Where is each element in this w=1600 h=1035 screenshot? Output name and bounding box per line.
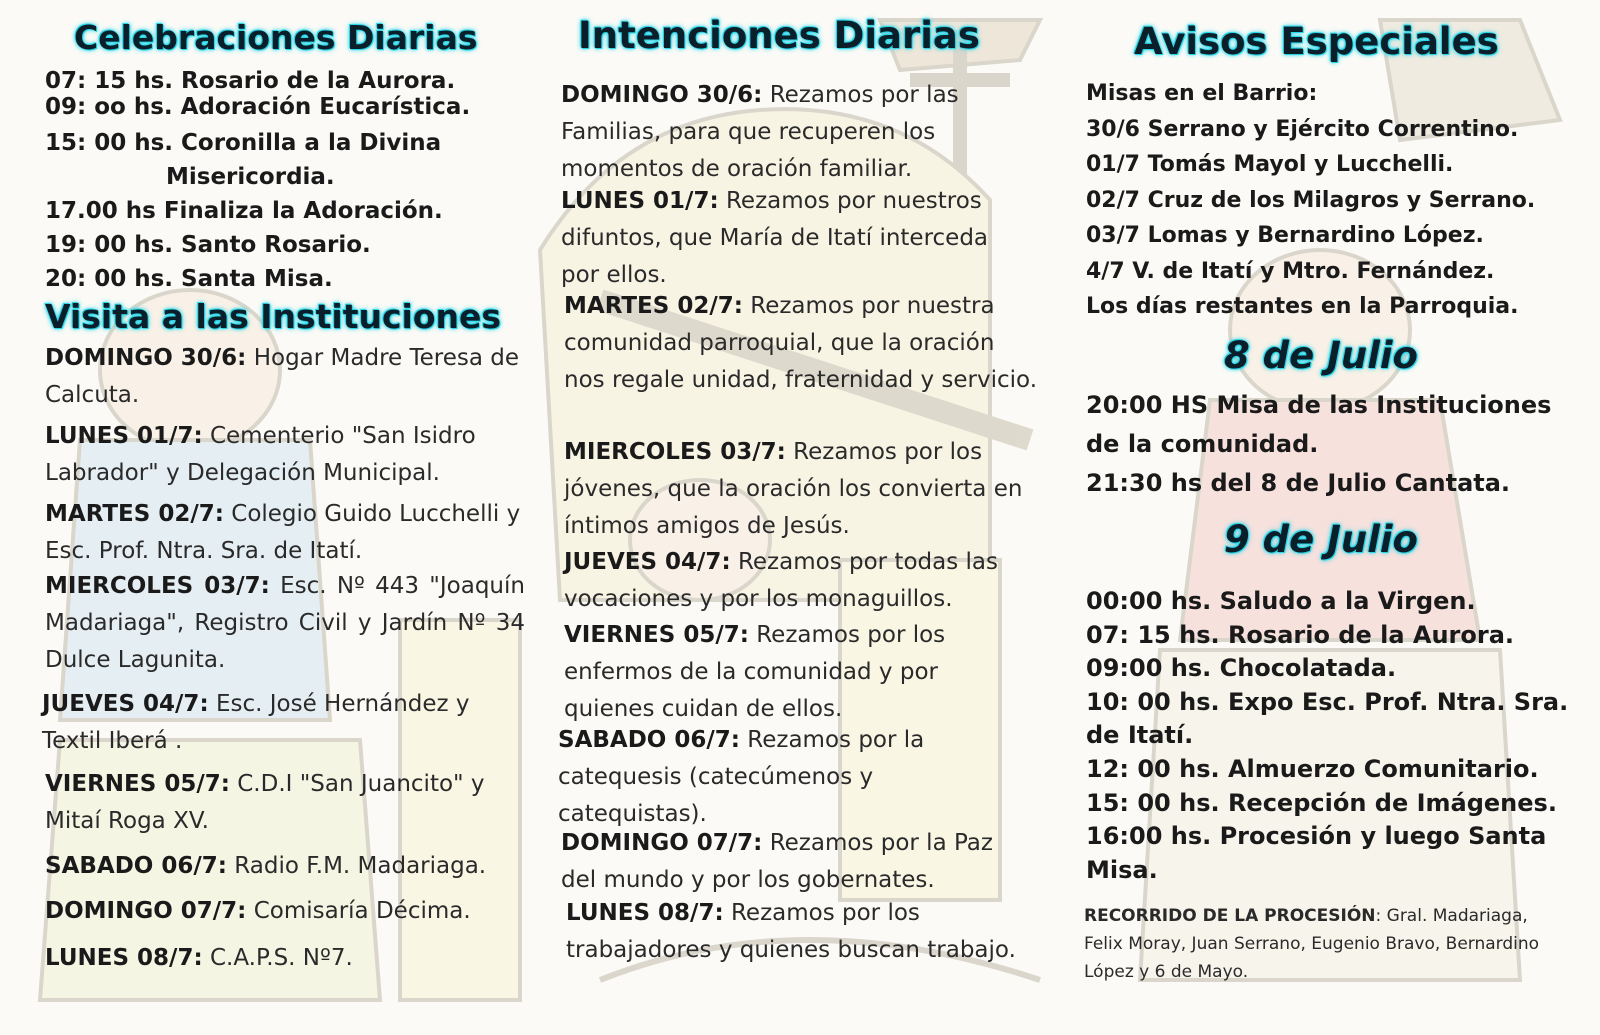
julio8-item: 20:00 HS Misa de las Instituciones (1086, 391, 1552, 419)
visita-day: LUNES 08/7: (45, 945, 203, 971)
julio9-item: 00:00 hs. Saludo a la Virgen. (1086, 587, 1476, 615)
intencion-text: Rezamos por la catequesis (catecúmenos y catequistas). (558, 727, 925, 827)
intencion-entry (564, 288, 1039, 399)
celebracion-item: 19: 00 hs. Santo Rosario. (45, 232, 371, 258)
visita-text: Comisaría Décima. (246, 898, 471, 924)
visita-text: Radio F.M. Madariaga. (226, 853, 487, 879)
intencion-text: Rezamos por nuestra comunidad parroquial, que la oración nos regale unidad, fraternidad y servicio. (564, 293, 1038, 393)
intencion-text: Rezamos por las Familias, para que recuperen los momentos de oración familiar. (561, 82, 959, 182)
visita-day: MIERCOLES 03/7: (45, 573, 270, 599)
visita-day: MARTES 02/7: (45, 501, 224, 527)
visita-day: LUNES 01/7: (45, 423, 203, 449)
celebracion-item: 15: 00 hs. Coronilla a la Divina (45, 130, 442, 156)
intencion-text: Rezamos por nuestros difuntos, que María de Itatí interceda por ellos. (561, 188, 989, 288)
intencion-day: DOMINGO 30/6: (561, 82, 763, 108)
misa-item: 02/7 Cruz de los Milagros y Serrano. (1086, 187, 1536, 213)
date-8-julio: 8 de Julio (1224, 334, 1418, 377)
julio9-list (1086, 585, 1568, 887)
misa-item: 4/7 V. de Itatí y Mtro. Fernández. (1086, 258, 1495, 284)
visita-entry (45, 418, 515, 492)
visita-entry (45, 940, 535, 977)
misa-item: 03/7 Lomas y Bernardino López. (1086, 223, 1484, 248)
visita-text: Esc. Nº 443 "Joaquín Madariaga", Registro Civil y Jardín Nº 34 Dulce Lagunita. (45, 573, 525, 673)
julio9-item: 09:00 hs. Chocolatada. (1086, 654, 1397, 683)
intencion-text: Rezamos por todas las vocaciones y por los monaguillos. (564, 549, 998, 612)
celebracion-item: Misericordia. (166, 164, 335, 190)
julio8-item: 21:30 hs del 8 de Julio Cantata. (1086, 469, 1511, 497)
celebraciones-list (45, 68, 470, 296)
julio9-item: de Itatí. (1086, 721, 1194, 750)
visita-text: Hogar Madre Teresa de Calcuta. (45, 345, 520, 408)
celebracion-item: 09: oo hs. Adoración Eucarística. (45, 94, 471, 120)
celebracion-item: 20: 00 hs. Santa Misa. (45, 266, 333, 292)
intencion-entry (561, 183, 1031, 294)
date-9-julio: 9 de Julio (1224, 518, 1418, 561)
misa-item: 01/7 Tomás Mayol y Lucchelli. (1086, 152, 1454, 177)
intencion-day: LUNES 01/7: (561, 188, 719, 214)
visita-day: DOMINGO 30/6: (45, 345, 247, 371)
visita-entry (42, 686, 502, 760)
intencion-day: VIERNES 05/7: (564, 622, 749, 648)
visita-text: C.A.P.S. Nº7. (202, 945, 353, 971)
intencion-text: Rezamos por los trabajadores y quienes buscan trabajo. (566, 900, 1016, 963)
julio9-item: 16:00 hs. Procesión y luego Santa (1086, 822, 1547, 851)
intencion-text: Rezamos por la Paz del mundo y por los gobernates. (561, 830, 993, 893)
intencion-text: Rezamos por los enfermos de la comunidad y por quienes cuidan de ellos. (564, 622, 946, 722)
recorrido-text: : Gral. Madariaga, Felix Moray, Juan Serrano, Eugenio Bravo, Bernardino López y 6 de Mayo. (1084, 906, 1540, 982)
celebraciones-title: Celebraciones Diarias (74, 18, 478, 57)
intencion-entry (566, 895, 1066, 969)
celebracion-item: 07: 15 hs. Rosario de la Aurora. (45, 68, 456, 94)
intencion-entry (561, 825, 1011, 899)
intenciones-title: Intenciones Diarias (578, 14, 980, 57)
julio9-item: 07: 15 hs. Rosario de la Aurora. (1086, 620, 1515, 649)
misa-item: Misas en el Barrio: (1086, 81, 1318, 106)
recorrido-label: RECORRIDO DE LA PROCESIÓN (1084, 906, 1376, 926)
visita-day: VIERNES 05/7: (45, 771, 230, 797)
julio8-list (1086, 386, 1551, 503)
misa-item: Los días restantes en la Parroquia. (1086, 294, 1519, 319)
intencion-entry (564, 544, 1024, 618)
intencion-day: SABADO 06/7: (558, 727, 740, 753)
visita-entry (45, 340, 525, 414)
visita-text: C.D.I "San Juancito" y Mitaí Roga XV. (45, 771, 485, 834)
intencion-day: JUEVES 04/7: (564, 549, 731, 575)
visita-day: JUEVES 04/7: (42, 691, 209, 717)
intencion-text: Rezamos por los jóvenes, que la oración los convierta en íntimos amigos de Jesús. (564, 439, 1023, 539)
intencion-day: MARTES 02/7: (564, 293, 743, 319)
visita-text: Colegio Guido Lucchelli y Esc. Prof. Ntra. Sra. de Itatí. (45, 501, 521, 564)
visita-entry (45, 496, 525, 570)
visita-entry (45, 766, 505, 840)
visita-day: DOMINGO 07/7: (45, 898, 247, 924)
intencion-entry (561, 77, 1021, 188)
visita-entry (45, 568, 525, 679)
visita-title: Visita a las Instituciones (45, 297, 502, 336)
recorrido-procesion (1084, 902, 1554, 986)
visita-day: SABADO 06/7: (45, 853, 227, 879)
intencion-day: MIERCOLES 03/7: (564, 439, 786, 465)
misa-item: 30/6 Serrano y Ejército Correntino. (1086, 116, 1519, 142)
visita-entry (45, 893, 535, 930)
intencion-day: LUNES 08/7: (566, 900, 724, 926)
julio8-item: de la comunidad. (1086, 430, 1319, 458)
visita-entry (45, 848, 535, 885)
julio9-item: 10: 00 hs. Expo Esc. Prof. Ntra. Sra. (1086, 687, 1569, 716)
misas-list (1086, 76, 1535, 325)
julio9-item: Misa. (1086, 855, 1158, 884)
intencion-entry (564, 617, 984, 728)
julio9-item: 12: 00 hs. Almuerzo Comunitario. (1086, 754, 1539, 783)
celebracion-item: 17.00 hs Finaliza la Adoración. (45, 198, 443, 224)
intencion-entry (558, 722, 958, 833)
visita-text: Cementerio "San Isidro Labrador" y Delegación Municipal. (45, 423, 476, 486)
avisos-title: Avisos Especiales (1134, 20, 1499, 63)
julio9-item: 15: 00 hs. Recepción de Imágenes. (1086, 788, 1557, 817)
intencion-day: DOMINGO 07/7: (561, 830, 763, 856)
intencion-entry (564, 434, 1024, 545)
visita-text: Esc. José Hernández y Textil Iberá . (42, 691, 470, 754)
